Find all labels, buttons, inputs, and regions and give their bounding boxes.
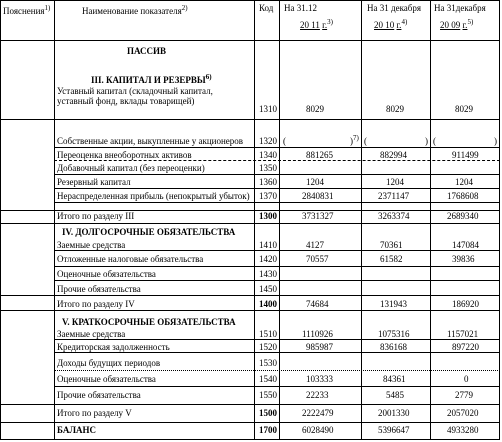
row-label: Оценочные обязательства [57, 269, 156, 279]
grid-line [54, 370, 500, 371]
grid-line [361, 0, 362, 440]
row-code: 1320 [259, 136, 277, 146]
grid-line [54, 0, 55, 440]
value-2009: 1157021 [447, 329, 479, 339]
header-col-2011-year: 20 11 г.$^{3)}$ [300, 18, 333, 30]
grid-line [54, 339, 500, 340]
header-col-2010-year: 20 10 г.$^{4)}$ [374, 18, 408, 30]
section-short-term: V. КРАТКОСРОЧНЫЕ ОБЯЗАТЕЛЬСТВА [62, 317, 236, 327]
value-2011: 1110926 [302, 329, 333, 339]
grid-line [0, 223, 500, 224]
value-2011: 2222479 [302, 408, 334, 418]
value-2011: 881265 [306, 150, 333, 160]
row-label: уставный фонд, вклады товарищей) [57, 96, 195, 106]
row-label: Доходы будущих периодов [57, 358, 161, 368]
row-code: 1550 [259, 390, 277, 400]
row-label-total: Итого по разделу IV [57, 299, 135, 309]
value-2011: 1204 [306, 177, 324, 187]
header-col-2009-year: 20 09 г.$^{5)}$ [440, 18, 474, 30]
row-code: 1300 [259, 211, 277, 221]
section-long-term: IV. ДОЛГОСРОЧНЫЕ ОБЯЗАТЕЛЬСТВА [62, 227, 236, 237]
row-label-total: Итого по разделу III [57, 211, 135, 221]
row-label: Нераспределенная прибыль (непокрытый убыток) [57, 191, 250, 201]
grid-line [430, 0, 431, 440]
grid-line [0, 310, 500, 311]
value-2011: 4127 [306, 240, 324, 250]
grid-line [0, 404, 500, 405]
value-2010: 131943 [380, 299, 407, 309]
grid-line [54, 202, 500, 203]
value-2010: 882994 [380, 150, 407, 160]
row-label: Кредиторская задолженность [57, 342, 170, 352]
value-2010: 836168 [380, 342, 407, 352]
grid-line [499, 0, 500, 440]
row-label: Добавочный капитал (без переоценки) [57, 163, 205, 173]
row-code: 1410 [259, 240, 277, 250]
row-label: Резервный капитал [57, 177, 131, 187]
row-label: Прочие обязательства [57, 284, 141, 294]
value-2011: 70557 [306, 254, 329, 264]
row-code: 1700 [259, 425, 277, 435]
grid-line [0, 119, 500, 120]
row-code: 1340 [259, 150, 277, 160]
grid-line [54, 188, 500, 189]
section-passive: ПАССИВ [127, 46, 167, 56]
row-code: 1430 [259, 269, 277, 279]
value-2010: 1075316 [378, 329, 410, 339]
value-2010: 5485 [386, 390, 404, 400]
value-2009: ( [433, 136, 436, 146]
value-2011: 103333 [306, 374, 333, 384]
value-2010: 8029 [386, 104, 404, 114]
grid-line [54, 174, 500, 175]
value-2011: 3731327 [302, 211, 334, 221]
value-2009: 1768608 [447, 191, 479, 201]
row-label: Отложенные налоговые обязательства [57, 254, 204, 264]
row-code: 1370 [259, 191, 277, 201]
grid-line [0, 0, 1, 440]
value-2011: 2840831 [302, 191, 334, 201]
value-2011-close: )$^{7)}$ [350, 134, 359, 146]
grid-line [54, 352, 500, 353]
value-2011: 74684 [306, 299, 329, 309]
value-2010: 61582 [380, 254, 403, 264]
value-2009: 2057020 [447, 408, 479, 418]
value-2011: 6028490 [302, 425, 334, 435]
value-2010: 2371147 [378, 191, 410, 201]
grid-line [54, 160, 500, 161]
value-2011: 985987 [306, 342, 333, 352]
value-2009-close: ) [494, 136, 497, 146]
value-2009: 4933280 [447, 425, 479, 435]
row-code: 1400 [259, 299, 277, 309]
row-code: 1500 [259, 408, 277, 418]
grid-line [54, 250, 500, 251]
value-2009: 39836 [452, 254, 475, 264]
row-label: Переоценка внеоборотных активов [57, 150, 192, 160]
row-code: 1450 [259, 284, 277, 294]
row-label: Прочие обязательства [57, 390, 141, 400]
grid-line [54, 147, 500, 148]
header-col-2010: На 31 декабря [367, 3, 422, 13]
value-2009: 2689340 [447, 211, 479, 221]
grid-line [54, 266, 500, 267]
section-capital: III. КАПИТАЛ И РЕЗЕРВЫ$^{6)}$ [91, 73, 212, 85]
row-label-balance: БАЛАНС [57, 425, 97, 435]
value-2009: 2779 [455, 390, 473, 400]
value-2010: 70361 [380, 240, 403, 250]
value-2010: 1204 [386, 177, 404, 187]
row-code: 1510 [259, 329, 277, 339]
value-2009: 8029 [455, 104, 473, 114]
row-code: 1530 [259, 358, 277, 368]
value-2011: ( [283, 136, 286, 146]
grid-line [0, 0, 500, 1]
value-2009: 147084 [452, 240, 479, 250]
value-2010: 84361 [383, 374, 406, 384]
row-label-total: Итого по разделу V [57, 408, 132, 418]
row-label: Уставный капитал (складочный капитал, [57, 86, 213, 96]
row-code: 1420 [259, 254, 277, 264]
row-code: 1310 [259, 104, 277, 114]
row-label: Заемные средства [57, 329, 126, 339]
header-notes: Пояснения$^{1)}$ [3, 4, 51, 16]
grid-line [254, 0, 255, 440]
row-label: Заемные средства [57, 240, 126, 250]
value-2010: ( [364, 136, 367, 146]
value-2010-close: ) [425, 136, 428, 146]
value-2010: 3263374 [378, 211, 410, 221]
value-2010: 5396647 [378, 425, 410, 435]
row-code: 1360 [259, 177, 277, 187]
grid-line [0, 439, 500, 440]
grid-line [0, 422, 500, 423]
value-2009: 1204 [455, 177, 473, 187]
value-2009: 897220 [452, 342, 479, 352]
value-2009: 186920 [452, 299, 479, 309]
grid-line [54, 280, 500, 281]
value-2010: 2001330 [378, 408, 410, 418]
row-code: 1540 [259, 374, 277, 384]
value-2009: 0 [464, 374, 469, 384]
header-indicator: Наименование показателя$^{2)}$ [82, 4, 188, 16]
value-2009: 911499 [452, 150, 479, 160]
header-col-2011: На 31.12 [284, 3, 317, 13]
grid-line [279, 0, 280, 440]
value-2011: 22233 [306, 390, 329, 400]
grid-line [0, 40, 500, 41]
grid-line [54, 386, 500, 387]
value-2011: 8029 [306, 104, 324, 114]
row-code: 1520 [259, 342, 277, 352]
grid-line [0, 295, 500, 296]
row-label: Собственные акции, выкупленные у акционеров [57, 136, 244, 146]
row-label: Оценочные обязательства [57, 374, 156, 384]
row-code: 1350 [259, 163, 277, 173]
header-code: Код [259, 3, 274, 13]
header-col-2009: На 31декабря [434, 3, 486, 13]
